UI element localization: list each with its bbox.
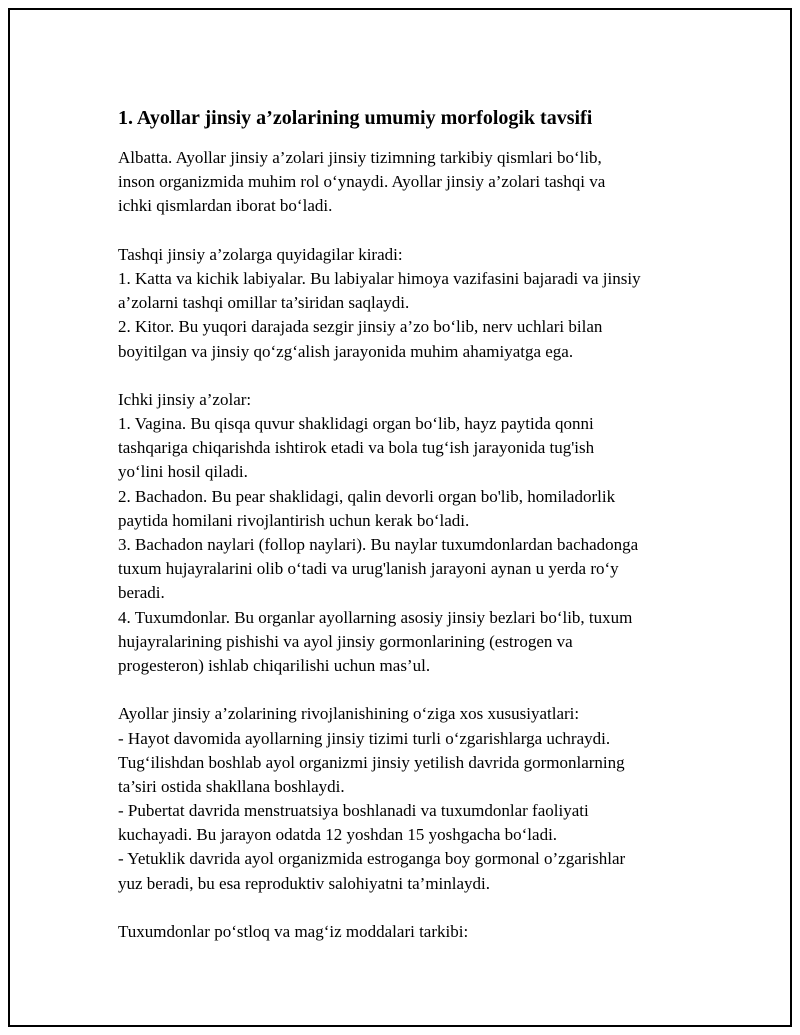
text-line: - Pubertat davrida menstruatsiya boshlanadi va tuxumdonlar faoliyati [118,801,589,821]
paragraph-spacer [118,219,698,243]
document-title: 1. Ayollar jinsiy a’zolarining umumiy morfologik tavsifi [118,107,593,129]
text-line: ta’siri ostida shakllana boshlaydi. [118,776,345,796]
text-line: Tashqi jinsiy a’zolarga quyidagilar kiradi: [118,244,403,264]
text-line: ichki qismlardan iborat bo‘ladi. [118,196,333,216]
text-line: inson organizmida muhim rol o‘ynaydi. Ayollar jinsiy a’zolari tashqi va [118,172,606,192]
text-line: - Yetuklik davrida ayol organizmida estroganga boy gormonal o’zgarishlar [118,849,626,869]
text-line: Albatta. Ayollar jinsiy a’zolari jinsiy tizimning tarkibiy qismlari bo‘lib, [118,148,602,167]
text-line: 1. Vagina. Bu qisqa quvur shaklidagi organ bo‘lib, hayz paytida qonni [118,414,594,434]
text-line: 3. Bachadon naylari (follop naylari). Bu naylar tuxumdonlardan bachadonga [118,535,639,554]
text-line: a’zolarni tashqi omillar ta’siridan saqlaydi. [118,293,410,313]
text-line: beradi. [118,583,165,603]
text-line: - Hayot davomida ayollarning jinsiy tizimi turli o‘zgarishlarga uchraydi. [118,728,611,748]
text-line: 2. Bachadon. Bu pear shaklidagi, qalin devorli organ bo'lib, homiladorlik [118,486,616,506]
text-line: Ayollar jinsiy a’zolarining rivojlanishining o‘ziga xos xususiyatlari: [118,704,580,724]
paragraph-spacer [118,896,698,920]
paragraph-internal-organs [118,388,698,678]
text-line: 1. Katta va kichik labiyalar. Bu labiyalar himoya vazifasini bajaradi va jinsiy [118,268,641,288]
paragraph-spacer [118,364,698,388]
text-line: Tuxumdonlar po‘stloq va mag‘iz moddalari tarkibi: [118,922,469,941]
text-line: tuxum hujayralarini olib o‘tadi va urug'lanish jarayoni aynan u yerda ro‘y [118,559,619,579]
text-line: yuz beradi, bu esa reproduktiv salohiyatni ta’minlaydi. [118,873,491,893]
text-line: yo‘lini hosil qiladi. [118,462,248,482]
text-line: 4. Tuxumdonlar. Bu organlar ayollarning asosiy jinsiy bezlari bo‘lib, tuxum [118,607,633,627]
text-line: Tug‘ilishdan boshlab ayol organizmi jinsiy yetilish davrida gormonlarning [118,752,625,772]
text-line: kuchayadi. Bu jarayon odatda 12 yoshdan 15 yoshgacha bo‘ladi. [118,825,558,845]
page-frame [8,8,792,1027]
text-line: tashqariga chiqarishda ishtirok etadi va bola tug‘ish jarayonida tug'ish [118,438,595,458]
paragraph-spacer [118,678,698,702]
paragraph-intro [118,146,698,219]
text-line: paytida homilani rivojlantirish uchun kerak bo‘ladi. [118,510,470,530]
paragraph-development [118,702,698,896]
document-body [118,104,698,944]
text-line: 2. Kitor. Bu yuqori darajada sezgir jinsiy a’zo bo‘lib, nerv uchlari bilan [118,317,603,337]
paragraph-ovary-composition [118,920,698,944]
text-line: Ichki jinsiy a’zolar: [118,389,252,409]
text-line: boyitilgan va jinsiy qo‘zg‘alish jarayonida muhim ahamiyatga ega. [118,341,574,361]
paragraph-external-organs [118,243,698,364]
text-line: progesteron) ishlab chiqarilishi uchun mas’ul. [118,655,431,675]
text-line: hujayralarining pishishi va ayol jinsiy gormonlarining (estrogen va [118,631,573,651]
